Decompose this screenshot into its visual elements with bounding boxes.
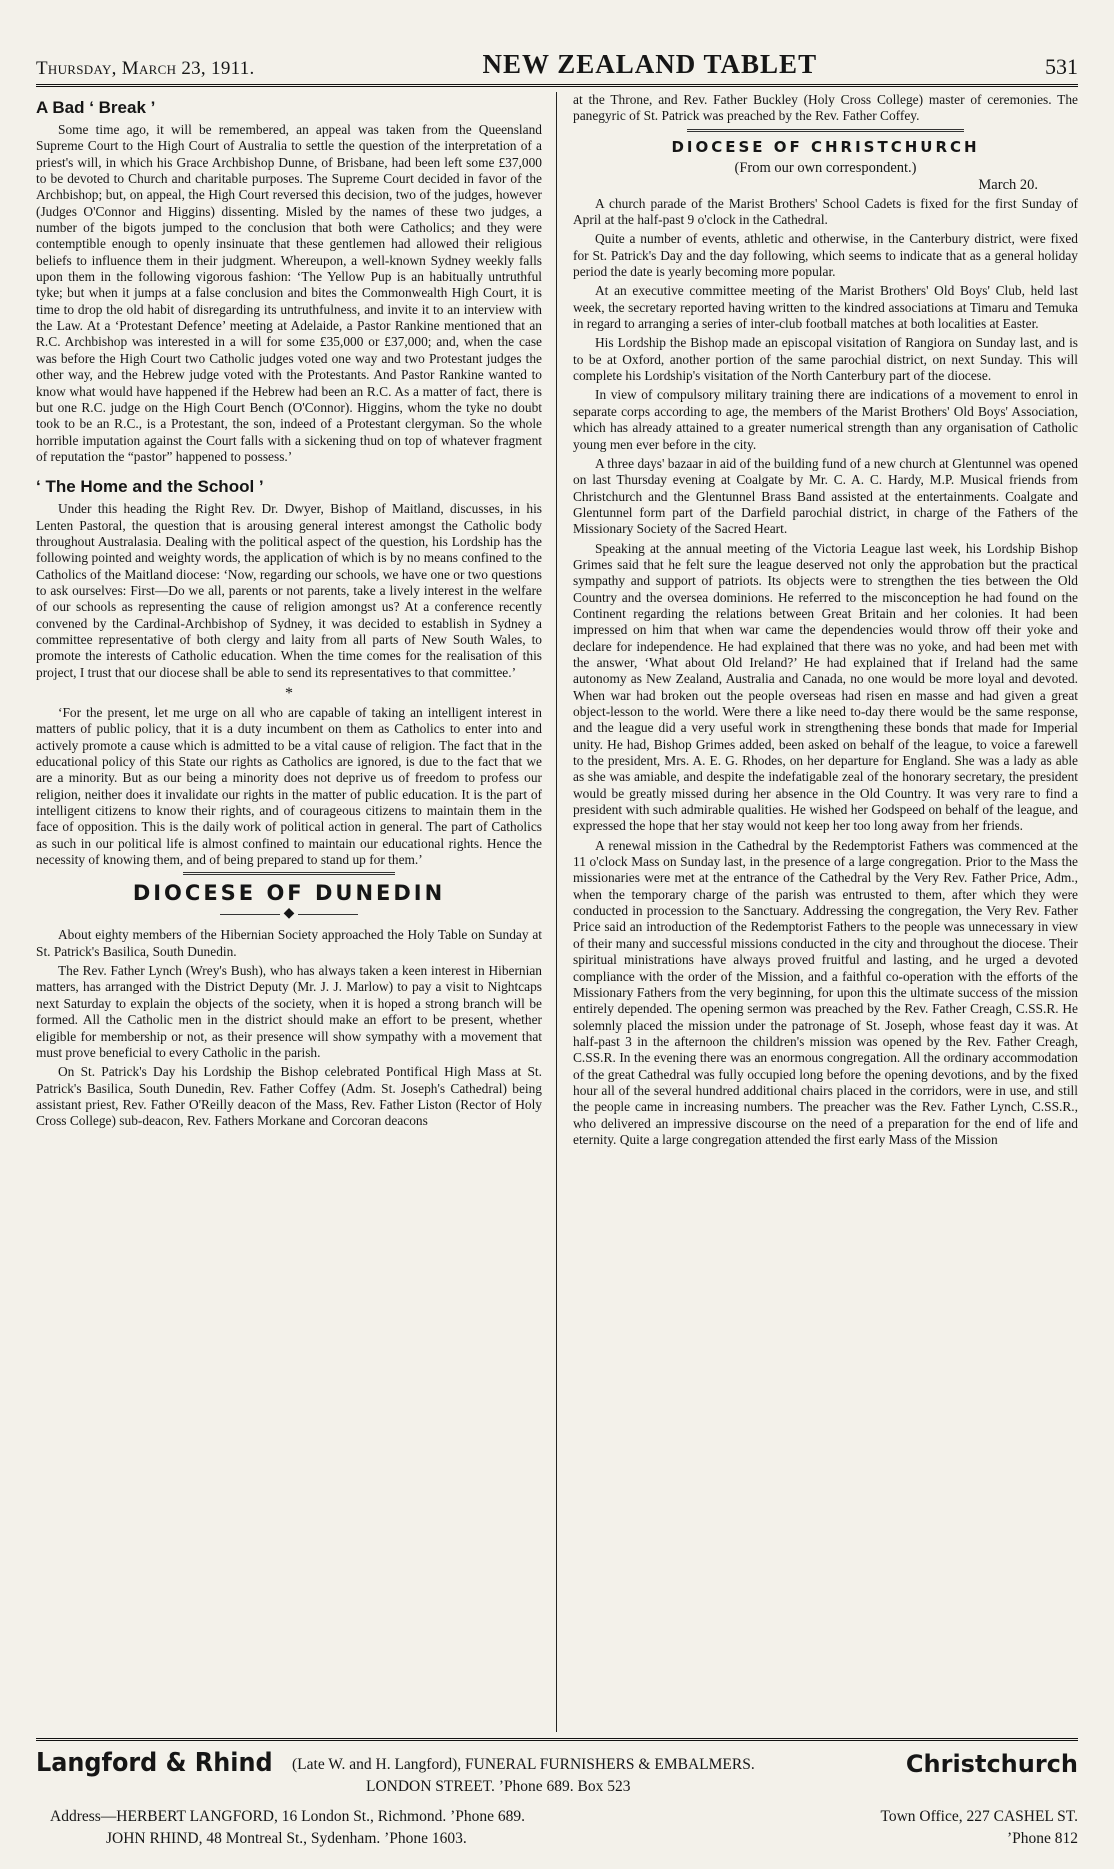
christchurch-heading: DIOCESE OF CHRISTCHURCH bbox=[671, 137, 980, 156]
ad-town-phone: ’Phone 812 bbox=[1006, 1830, 1078, 1847]
newspaper-title: NEW ZEALAND TABLET bbox=[482, 49, 818, 79]
christchurch-paragraph-7: Speaking at the annual meeting of the Victoria League last week, his Lordship Bishop Grimes said that he felt sure the league deserved not only the approbation but the practical sympathy and support of patriots. Its objects were to strengthen the ties between the Old Country and the oversea dominions. He referred to the misconception he had found on the Continent regarding the relations between Great Britain and her colonies. It had been impressed on him that when war came the dependencies would throw off their yoke and declare for independence. He had explained that there was no yoke, and had been met with the answer, ‘What about Old Ireland?’ He had explained that if Ireland had the same autonomy as New Zealand, Australia and Canada, no one would be more loyal and devoted. When war had broken out the people overseas had risen en masse and had given a great object-lesson to the world. Were there a like need to-day there would be the same response, and the league did a very useful work in strengthening these bonds that made for Imperial unity. He had, Bishop Grimes added, been asked on behalf of the league, to voice a farewell to the president, Mrs. A. E. G. Rhodes, on her departure for England. She was a lady as able as she was amiable, and despite the indefatigable zeal of the honorary secretary, the president would be greatly missed during her absence in the Old Country. It was very rare to find a president with such admirable qualities. He wished her Godspeed on behalf of the league, and expressed the hope that her stay would not keep her too long away from her friends. bbox=[573, 540, 1078, 834]
advertisement bbox=[36, 1748, 1078, 1860]
advertisement-rule bbox=[36, 1738, 1078, 1741]
dunedin-rule bbox=[183, 872, 396, 875]
dunedin-paragraph-3: On St. Patrick's Day his Lordship the Bishop celebrated Pontifical High Mass at St. Patrick's Basilica, South Dunedin, Rev. Father Coffey (Adm. St. Joseph's Cathedral) being assistant priest, Rev. Father O'Reilly deacon of the Mass, Rev. Father Liston (Rector of Holy Cross College) sub-deacon, Rev. Fathers Morkane and Corcoran deacons bbox=[36, 1064, 542, 1129]
ad-firm-name: Langford & Rhind bbox=[36, 1748, 273, 1778]
ad-address-1: Address—HERBERT LANGFORD, 16 London St., Richmond. ’Phone 689. bbox=[50, 1808, 525, 1825]
dunedin-paragraph-1: About eighty members of the Hibernian Society approached the Holy Table on Sunday at St. Patrick's Basilica, South Dunedin. bbox=[36, 927, 542, 959]
dunedin-continuation: at the Throne, and Rev. Father Buckley (Holy Cross College) master of ceremonies. The panegyric of St. Patrick was preached by the Rev. Father Coffey. bbox=[573, 92, 1078, 124]
ad-firm-description: (Late W. and H. Langford), FUNERAL FURNISHERS & EMBALMERS. bbox=[292, 1756, 755, 1773]
christchurch-paragraph-4: His Lordship the Bishop made an episcopal visitation of Rangiora on Sunday last, and is to be at Oxford, another portion of the same parochial district, on next Sunday. This will complete his Lordship's visitation of the North Canterbury part of the diocese. bbox=[573, 335, 1078, 384]
home-school-heading: ‘ The Home and the School ’ bbox=[36, 477, 264, 497]
christchurch-rule bbox=[687, 129, 965, 132]
home-school-paragraph-2: ‘For the present, let me urge on all who are capable of taking an intelligent interest in matters of public policy, that it is a duty incumbent on them as Catholics to enter into and actively promote a cause which is admitted to be a vital cause of religion. The fact that in the educational policy of this State our rights as Catholics are ignored, is due to the fact that we are a minority. But as our being a minority does not deprive us of freedom to profess our religion, neither does it invalidate our rights in the matter of public education. It is the part of intelligent citizens to know their rights, and of courageous citizens to maintain them in the face of opposition. This is the daily work of political action in general. The part of Catholics as such in our political life is almost confined to maintain our educational rights. Hence the necessity of knowing them, and of being prepared to stand up for them.’ bbox=[36, 705, 542, 868]
christchurch-paragraph-2: Quite a number of events, athletic and otherwise, in the Canterbury district, were fixed for St. Patrick's Day and the day following, which seems to indicate that as a general holiday period the date is yearly becoming more popular. bbox=[573, 231, 1078, 280]
section-separator-asterisk: * bbox=[285, 685, 293, 702]
christchurch-paragraph-1: A church parade of the Marist Brothers' School Cadets is fixed for the first Sunday of April at the half-past 9 o'clock in the Cathedral. bbox=[573, 195, 1078, 228]
ad-street: LONDON STREET. ’Phone 689. Box 523 bbox=[366, 1778, 631, 1795]
bad-break-heading: A Bad ‘ Break ’ bbox=[36, 98, 156, 117]
ad-city: Christchurch bbox=[905, 1750, 1078, 1778]
left-column bbox=[36, 92, 557, 1732]
page-number: 531 bbox=[1045, 54, 1078, 79]
right-column bbox=[557, 92, 1078, 1732]
ad-town-office: Town Office, 227 CASHEL ST. bbox=[880, 1808, 1078, 1825]
issue-date: Thursday, March 23, 1911. bbox=[36, 58, 255, 79]
ad-address-2: JOHN RHIND, 48 Montreal St., Sydenham. ’Phone 1603. bbox=[106, 1830, 467, 1847]
christchurch-paragraph-6: A three days' bazaar in aid of the building fund of a new church at Glentunnel was opened on last Thursday evening at Coalgate by Mr. C. A. C. Hardy, M.P. Musical friends from Christchurch and the Glentunnel Brass Band assisted at the entertainments. Coalgate and Glentunnel form part of the Darfield parochial district, in charge of the Fathers of the Missionary Society of the Sacred Heart. bbox=[573, 455, 1078, 537]
article-columns bbox=[36, 92, 1078, 1732]
dunedin-heading: DIOCESE OF DUNEDIN bbox=[132, 881, 446, 906]
bad-break-paragraph: Some time ago, it will be remembered, an appeal was taken from the Queensland Supreme Court to the High Court of Australia to settle the question of the interpretation of a priest's will, in which his Grace Archbishop Dunne, of Brisbane, had been left some £37,000 to be devoted to Church and charitable purposes. The Supreme Court decided in favor of the Archbishop; but, on appeal, the High Court reversed this decision, two of the judges, however (Judges O'Connor and Higgins) dissenting. Misled by the names of these two judges, a number of the bigots jumped to the conclusion that both were Catholics; and they were contemptible enough to openly insinuate that these gentlemen had allowed their religious beliefs to influence them in their judgment. Whereupon, a well-known Sydney weekly falls upon them in the following vigorous fashion: ‘The Yellow Pup is an habitually untruthful tyke; but when it jumps at a false conclusion and bites the Commonwealth High Court, it is time to drop the old habit of disregarding its untruthfulness, and invite it to an interview with the Law. At a ‘Protestant Defence’ meeting at Adelaide, a Pastor Rankine mentioned that an R.C. Archbishop was interested in a will for some £35,000 or £37,000; and, when the case was before the High Court two Catholic judges voted one way and two Protestant judges the other way, and the Hebrew judge voted with the Protestants. And Pastor Rankine wanted to know what would have happened if the Hebrew had been an R.C. As a matter of fact, there is but one R.C. judge on the High Court Bench (O'Connor). Higgins, whom the tyke no doubt took to be an R.C., is a Protestant, the son, indeed of a Protestant clergyman. So the whole horrible imputation against the Court falls with a sickening thud on top of whatever fragment of reputation the “pastor” happened to possess.’ bbox=[36, 122, 542, 464]
dunedin-paragraph-2: The Rev. Father Lynch (Wrey's Bush), who has always taken a keen interest in Hibernian matters, has arranged with the District Deputy (Mr. J. J. Marlow) to pay a visit to Nightcaps next Saturday to explain the objects of the society, when it is hoped a strong branch will be formed. All the Catholic men in the district should make an effort to be present, whether eligible for membership or not, as their presence will show sympathy with a movement that must prove beneficial to every Catholic in the parish. bbox=[36, 963, 542, 1060]
christchurch-paragraph-5: In view of compulsory military training there are indications of a movement to enrol in separate corps according to age, the members of the Marist Brothers' Old Boys' Association, which has already attained to a greater numerical strength than any organisation of Catholic young men ever before in the city. bbox=[573, 387, 1078, 452]
dateline: March 20. bbox=[978, 176, 1038, 193]
christchurch-paragraph-8: A renewal mission in the Cathedral by the Redemptorist Fathers was commenced at the 11 o'clock Mass on Sunday last, in the presence of a large congregation. Prior to the Mass the missionaries were met at the entrance of the Cathedral by the Very Rev. Father Price, Adm., when the temporary charge of the parish was entrusted to them, after which they were conducted in procession to the Sanctuary. Addressing the congregation, the Very Rev. Father Price said an introduction of the Redemptorist Fathers to the people was unnecessary in view of their many and successful missions conducted in the city and throughout the diocese. Their spiritual ministrations have always proved fruitful and lasting, and he urged a devoted compliance with the order of the Mission, and a faithful co-operation with the efforts of the Missionary Fathers from the very beginning, for upon this the ultimate success of the mission entirely depended. The opening sermon was preached by the Rev. Father Creagh, C.SS.R. He solemnly placed the mission under the patronage of St. Joseph, whose feast day it was. At half-past 3 in the afternoon the children's mission was opened by the Rev. Father Creagh, C.SS.R. In the evening there was an enormous congregation. All the ordinary accommodation of the great Cathedral was fully occupied long before the opening devotions, and by the fixed hour all of the several hundred additional chairs placed in the corridors, were in use, and still the people came in increasing numbers. The preacher was the Rev. Father Lynch, C.SS.R., who delivered an impressive discourse on the need of a preparation for the end of life and eternity. Quite a large congregation attended the first early Mass of the Mission bbox=[573, 837, 1078, 1147]
christchurch-paragraph-3: At an executive committee meeting of the Marist Brothers' Old Boys' Club, held last week, the secretary reported having written to the kindred associations at Timaru and Temuka in regard to arranging a series of inter-club football matches at both localities at Easter. bbox=[573, 283, 1078, 332]
dunedin-ornament: ◆ bbox=[36, 907, 542, 921]
correspondent-line: (From our own correspondent.) bbox=[734, 159, 917, 176]
masthead bbox=[36, 46, 1078, 87]
home-school-paragraph-1: Under this heading the Right Rev. Dr. Dwyer, Bishop of Maitland, discusses, in his Lenten Pastoral, the question that is arousing general interest amongst the Catholic body throughout Australasia. Dealing with the political aspect of the question, his Lordship has the following pointed and weighty words, the application of which is by no means confined to the Catholics of the Maitland diocese: ‘Now, regarding our schools, we have one or two questions to ask ourselves: First—Do we all, parents or not parents, take a lively interest in the welfare of our schools as representing the cause of religion amongst us? At a conference recently convened by the Cardinal-Archbishop of Sydney, it was decided to establish in Sydney a committee representative of both clergy and laity from all parts of New South Wales, to promote the interests of Catholic education. When the time comes for the realisation of this project, I trust that our diocese shall be able to send its representatives to that committee.’ bbox=[36, 501, 542, 680]
